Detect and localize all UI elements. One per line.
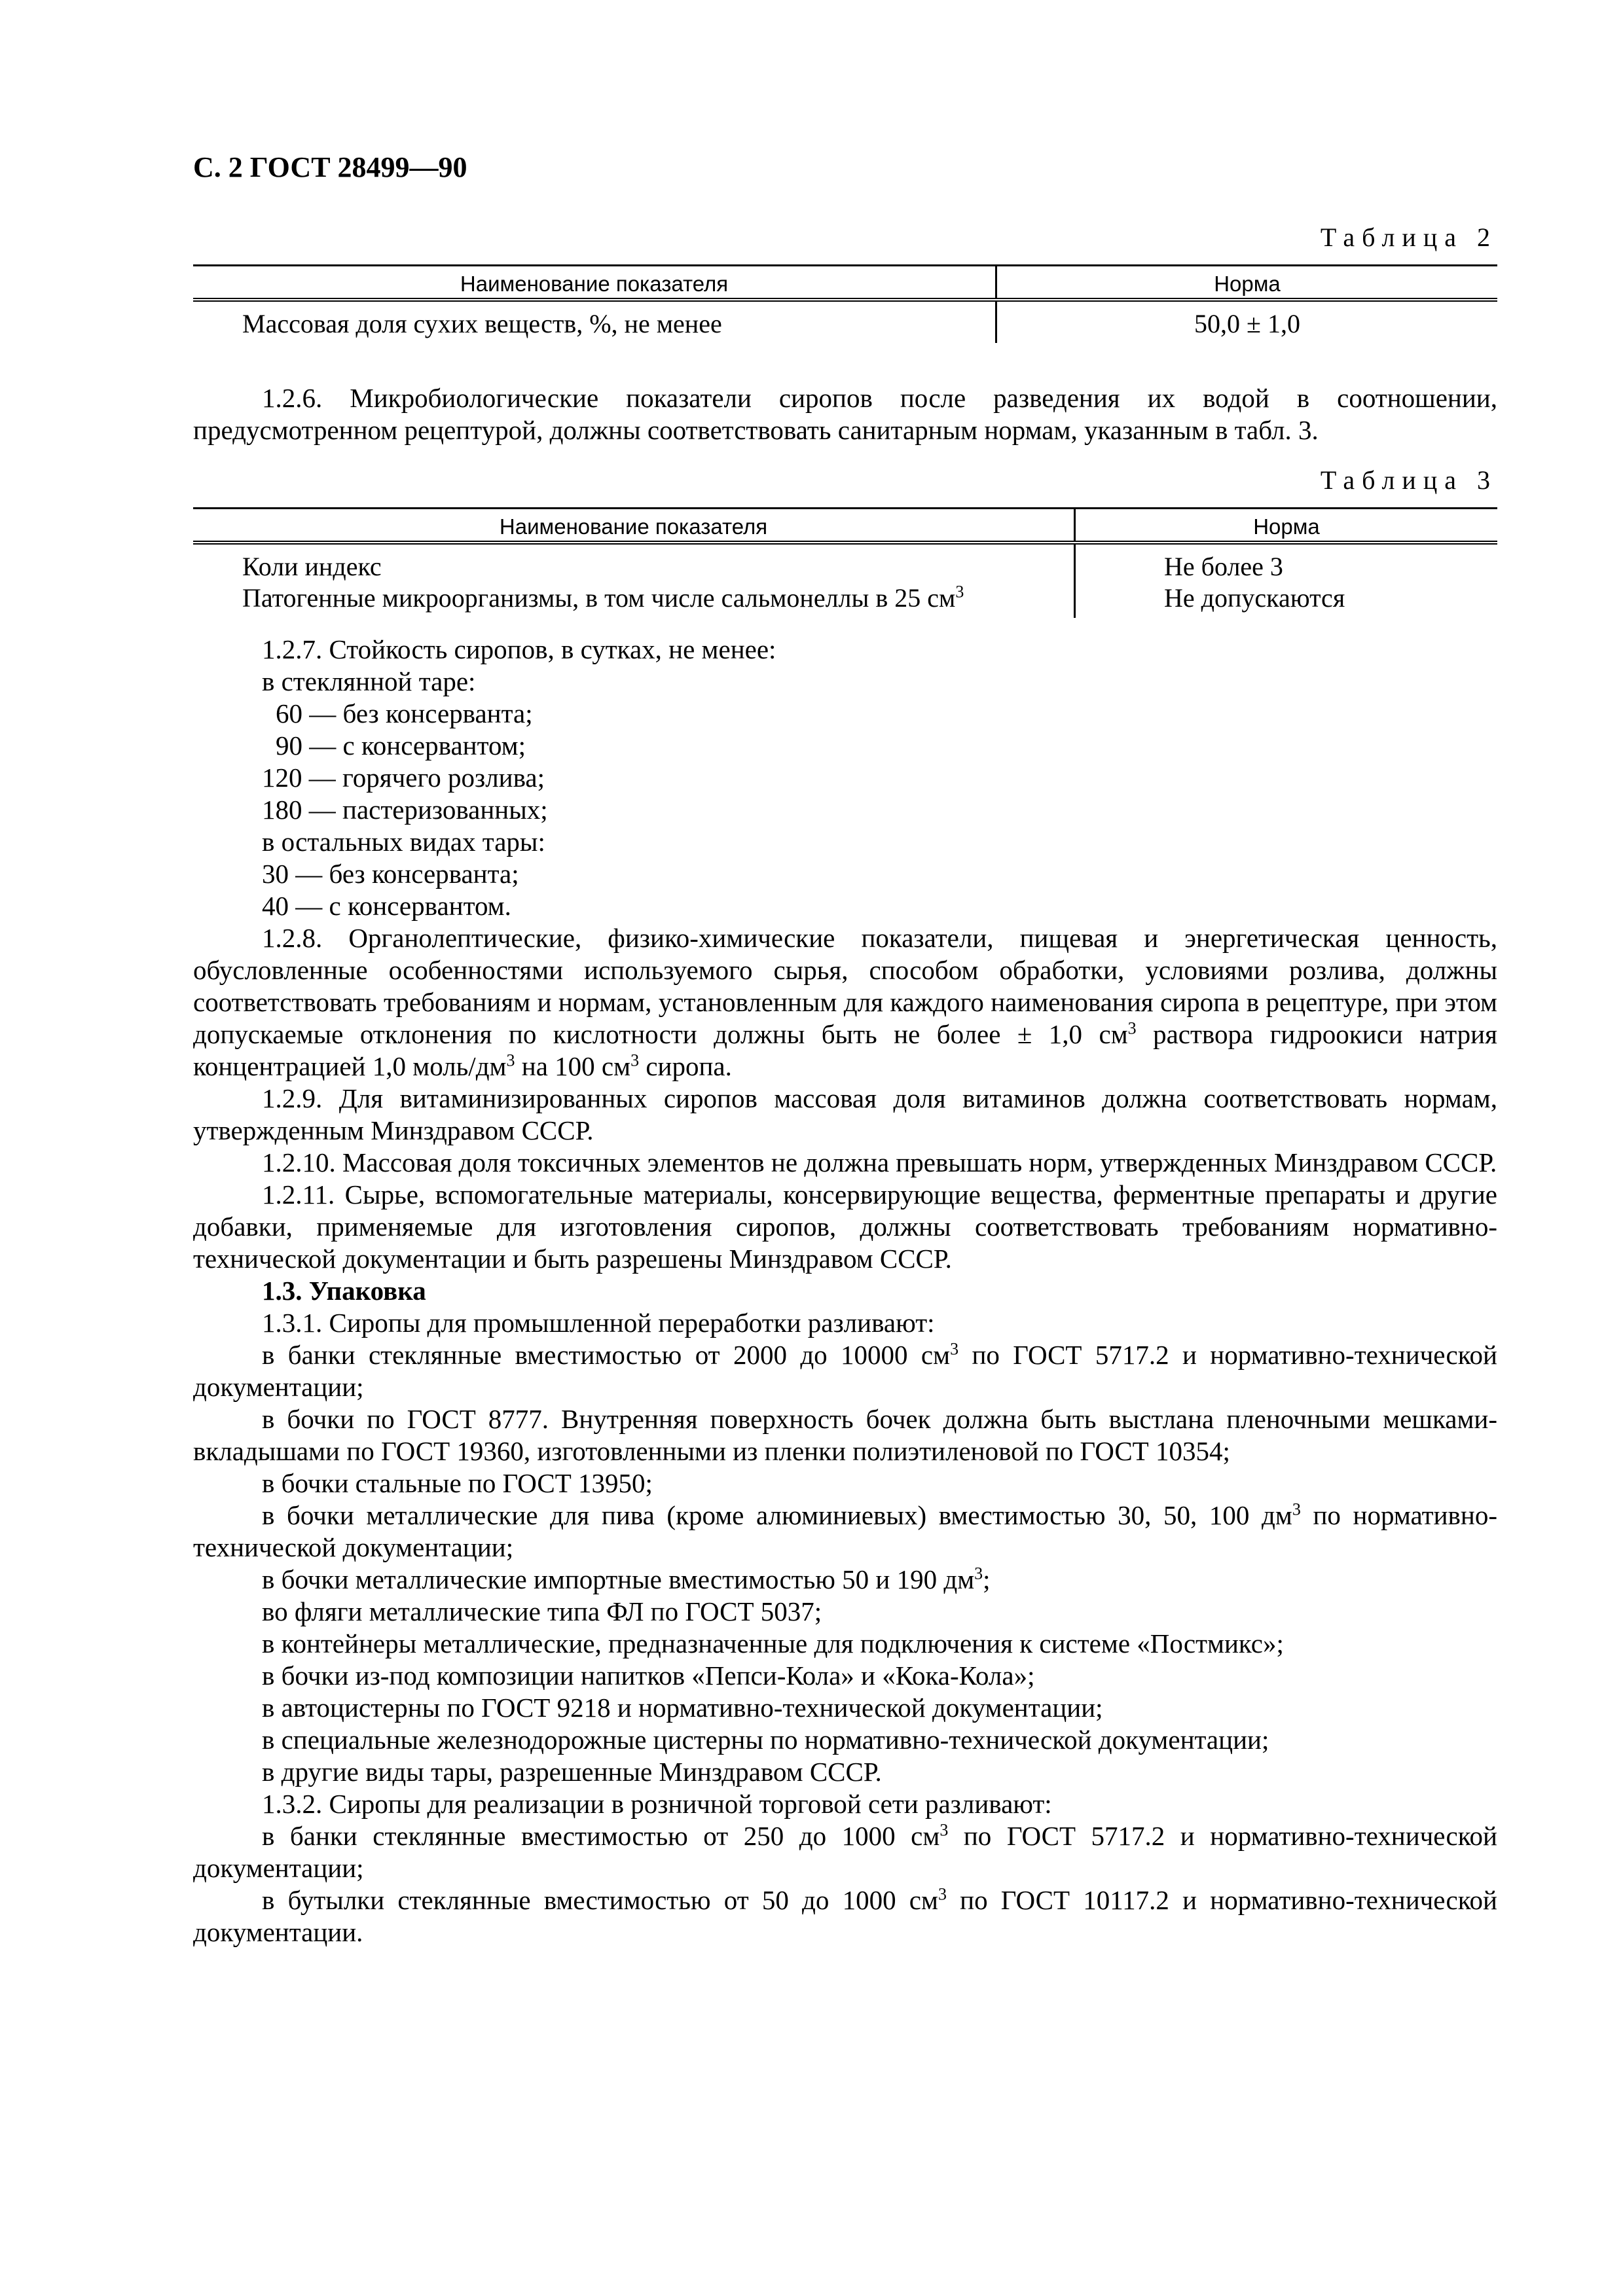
list-item bbox=[193, 1884, 1497, 1948]
cell-norm-line: Не допускаются bbox=[1164, 583, 1345, 613]
paragraph-1-2-11: 1.2.11. Сырье, вспомогательные материалы, консервирующие вещества, ферментные препараты и другие добавки, применяемые для изготовления сиропов, должны соответствовать требованиям нормативно-технической документации и быть разрешены Минздравом СССР. bbox=[193, 1179, 1497, 1274]
text-span: на 100 см bbox=[515, 1051, 631, 1081]
column-header-name: Наименование показателя bbox=[193, 509, 1075, 543]
column-header-norm: Норма bbox=[996, 266, 1498, 300]
other-label: в остальных видах тары: bbox=[262, 827, 545, 857]
text-span: по ГОСТ 5717.2 и нормативно-технической документации; bbox=[193, 1821, 1497, 1883]
paragraph-1-2-8 bbox=[193, 922, 1497, 1083]
superscript: 3 bbox=[955, 582, 964, 601]
cell-norm bbox=[1075, 543, 1498, 618]
paragraph-1-3-2-title: 1.3.2. Сиропы для реализации в розничной торговой сети разливают: bbox=[262, 1789, 1052, 1819]
list-item bbox=[193, 1564, 1497, 1596]
list-item: в бочки стальные по ГОСТ 13950; bbox=[262, 1468, 653, 1498]
cell-text: Патогенные микроорганизмы, в том числе сальмонеллы в 25 см bbox=[242, 583, 956, 613]
table-3 bbox=[193, 507, 1497, 618]
page-header: С. 2 ГОСТ 28499—90 bbox=[193, 151, 467, 183]
list-item: в автоцистерны по ГОСТ 9218 и нормативно-технической документации; bbox=[262, 1693, 1103, 1723]
superscript: 3 bbox=[506, 1050, 515, 1070]
table-header-row bbox=[193, 266, 1497, 300]
text-span: в банки стеклянные вместимостью от 250 до 1000 см bbox=[262, 1821, 940, 1851]
list-item: в специальные железнодорожные цистерны по нормативно-технической документации; bbox=[262, 1725, 1269, 1755]
list-item: в бочки по ГОСТ 8777. Внутренняя поверхность бочек должна быть выстлана пленочными мешками-вкладышами по ГОСТ 19360, изготовленными из пленки полиэтиленовой по ГОСТ 10354; bbox=[193, 1404, 1497, 1466]
superscript: 3 bbox=[1292, 1499, 1301, 1519]
table-3-caption: Таблица 3 bbox=[1320, 465, 1497, 495]
table-header-row bbox=[193, 509, 1497, 543]
text-span: 1.2.8. Органолептические, физико-химические показатели, пищевая и энергетическая ценность, обусловленные особенностями используемого сырья, способом обработки, условиями розлива, должны соответствовать требованиям и нормам, установленным для каждого наименования сиропа в рецептуре, при этом допускаемые отклонения по кислотности должны быть не более ± 1,0 см bbox=[193, 923, 1497, 1049]
list-item: 60 — без консерванта; bbox=[276, 698, 533, 728]
text-span: ; bbox=[983, 1564, 991, 1594]
list-item: 180 — пастеризованных; bbox=[262, 795, 548, 825]
table-2-caption: Таблица 2 bbox=[1320, 223, 1497, 252]
list-item: во фляги металлические типа ФЛ по ГОСТ 5037; bbox=[262, 1596, 822, 1626]
superscript: 3 bbox=[950, 1339, 959, 1359]
list-item: 120 — горячего розлива; bbox=[262, 762, 545, 793]
text-span: раствора гидроокиси натрия концентрацией 1,0 моль/дм bbox=[193, 1019, 1497, 1081]
list-item: в другие виды тары, разрешенные Минздравом СССР. bbox=[262, 1757, 882, 1787]
text-span: в банки стеклянные вместимостью от 2000 до 10000 см bbox=[262, 1340, 951, 1370]
text-span: по ГОСТ 10117.2 и нормативно-технической документации. bbox=[193, 1885, 1497, 1947]
glass-label: в стеклянной таре: bbox=[262, 666, 476, 696]
cell-name: Массовая доля сухих веществ, %, не менее bbox=[193, 300, 996, 343]
superscript: 3 bbox=[938, 1884, 947, 1904]
cell-name-line bbox=[242, 583, 1074, 614]
document-page bbox=[193, 151, 1497, 1948]
paragraph-1-3-1-title: 1.3.1. Сиропы для промышленной переработки разливают: bbox=[262, 1308, 935, 1338]
list-item: 30 — без консерванта; bbox=[262, 859, 519, 889]
cell-norm: 50,0 ± 1,0 bbox=[1194, 309, 1300, 338]
text-span: по нормативно-технической документации; bbox=[193, 1500, 1497, 1562]
list-item bbox=[193, 1820, 1497, 1884]
paragraph-1-2-10: 1.2.10. Массовая доля токсичных элементов не должна превышать норм, утвержденных Минздравом СССР. bbox=[262, 1147, 1497, 1177]
paragraph-1-2-6: 1.2.6. Микробиологические показатели сиропов после разведения их водой в соотношении, предусмотренном рецептурой, должны соответствовать санитарным нормам, указанным в табл. 3. bbox=[193, 383, 1497, 445]
superscript: 3 bbox=[974, 1564, 983, 1583]
list-item: в бочки из-под композиции напитков «Пепси-Кола» и «Кока-Кола»; bbox=[262, 1660, 1035, 1691]
paragraph-1-2-7-title: 1.2.7. Стойкость сиропов, в сутках, не менее: bbox=[262, 634, 776, 664]
cell-norm-line: Не более 3 bbox=[1164, 552, 1283, 581]
text-span: в бочки металлические для пива (кроме алюминиевых) вместимостью 30, 50, 100 дм bbox=[262, 1500, 1292, 1530]
text-span: в бочки металлические импортные вместимостью 50 и 190 дм bbox=[262, 1564, 975, 1594]
superscript: 3 bbox=[1127, 1018, 1137, 1038]
column-header-name: Наименование показателя bbox=[193, 266, 996, 300]
superscript: 3 bbox=[939, 1820, 949, 1840]
list-item bbox=[193, 1339, 1497, 1403]
list-item: 40 — с консервантом. bbox=[262, 891, 511, 921]
cell-name bbox=[193, 543, 1075, 618]
table-2 bbox=[193, 264, 1497, 343]
section-heading-1-3: 1.3. Упаковка bbox=[262, 1276, 426, 1306]
text-span: в бутылки стеклянные вместимостью от 50 до 1000 см bbox=[262, 1885, 938, 1915]
superscript: 3 bbox=[630, 1050, 640, 1070]
table-row bbox=[193, 543, 1497, 618]
paragraph-1-2-9: 1.2.9. Для витаминизированных сиропов массовая доля витаминов должна соответствовать нормам, утвержденным Минздравом СССР. bbox=[193, 1083, 1497, 1145]
cell-name-line: Коли индекс bbox=[242, 552, 382, 581]
table-row bbox=[193, 300, 1497, 343]
list-item: 90 — с консервантом; bbox=[276, 730, 526, 761]
column-header-norm: Норма bbox=[1075, 509, 1498, 543]
text-span: сиропа. bbox=[639, 1051, 732, 1081]
text-span: по ГОСТ 5717.2 и нормативно-технической документации; bbox=[193, 1340, 1497, 1402]
list-item: в контейнеры металлические, предназначенные для подключения к системе «Постмикс»; bbox=[262, 1628, 1284, 1659]
list-item bbox=[193, 1499, 1497, 1564]
